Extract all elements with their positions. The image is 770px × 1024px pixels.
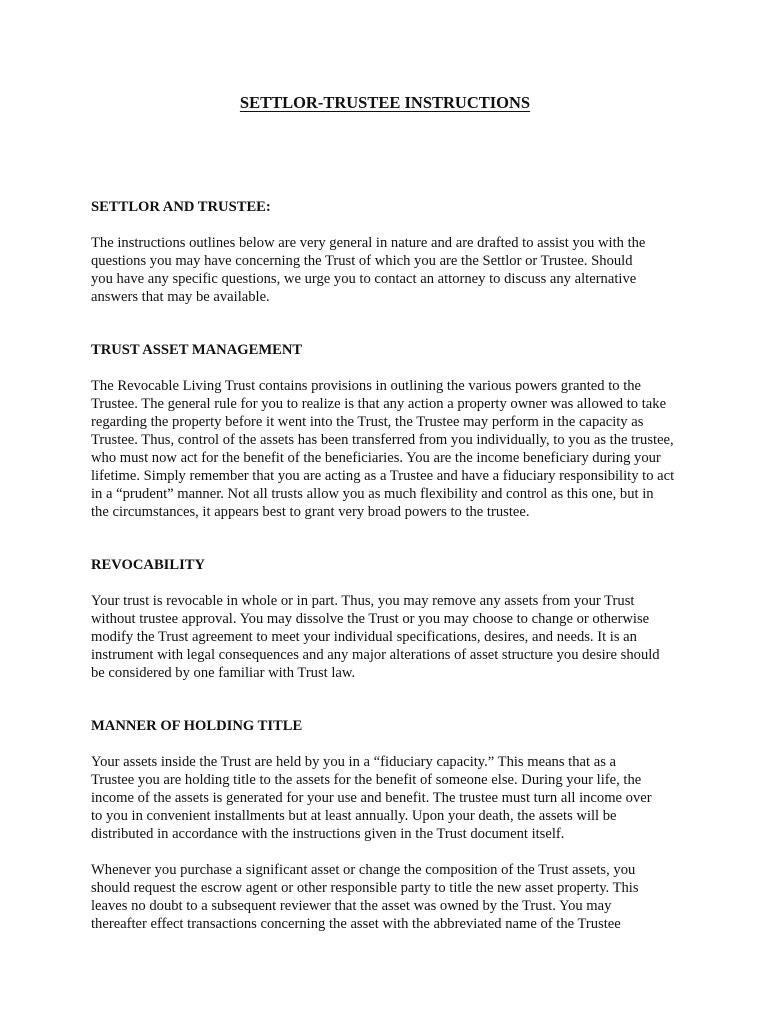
- text-line: distributed in accordance with the instructions given in the Trust document itself.: [91, 826, 565, 842]
- paragraph-trust-asset-management: [91, 377, 691, 521]
- text-line: the circumstances, it appears best to grant very broad powers to the trustee.: [91, 504, 530, 520]
- text-line: you have any specific questions, we urge you to contact an attorney to discuss any alternative: [91, 271, 637, 287]
- section-heading-manner-of-holding-title: MANNER OF HOLDING TITLE: [91, 718, 303, 734]
- text-line: to you in convenient installments but at least annually. Upon your death, the assets will be: [91, 808, 617, 824]
- text-line: Whenever you purchase a significant asset or change the composition of the Trust assets, you: [91, 862, 636, 878]
- document-body: [91, 198, 691, 968]
- text-line: income of the assets is generated for your use and benefit. The trustee must turn all income over: [91, 790, 652, 806]
- paragraph-settlor-and-trustee: [91, 234, 691, 306]
- text-line: Trustee. Thus, control of the assets has been transferred from you individually, to you as the trustee,: [91, 432, 674, 448]
- text-line: leaves no doubt to a subsequent reviewer that the asset was owned by the Trust. You may: [91, 898, 612, 914]
- text-line: Trustee you are holding title to the assets for the benefit of someone else. During your life, the: [91, 772, 642, 788]
- text-line: Trustee. The general rule for you to realize is that any action a property owner was allowed to take: [91, 396, 667, 412]
- section-heading-settlor-and-trustee: SETTLOR AND TRUSTEE:: [91, 199, 271, 215]
- text-line: Your trust is revocable in whole or in part. Thus, you may remove any assets from your Trust: [91, 593, 635, 609]
- text-line: in a “prudent” manner. Not all trusts allow you as much flexibility and control as this one, but in: [91, 486, 654, 502]
- paragraph-manner-of-holding-title-1: [91, 753, 691, 843]
- text-line: who must now act for the benefit of the beneficiaries. You are the income beneficiary during your: [91, 450, 661, 466]
- text-line: questions you may have concerning the Trust of which you are the Settlor or Trustee. Should: [91, 253, 633, 269]
- text-line: The Revocable Living Trust contains provisions in outlining the various powers granted to the: [91, 378, 642, 394]
- text-line: modify the Trust agreement to meet your individual specifications, desires, and needs. It is an: [91, 629, 637, 645]
- text-line: lifetime. Simply remember that you are acting as a Trustee and have a fiduciary responsibility to act: [91, 468, 675, 484]
- text-line: thereafter effect transactions concerning the asset with the abbreviated name of the Trustee: [91, 916, 621, 932]
- text-line: without trustee approval. You may dissolve the Trust or you may choose to change or otherwise: [91, 611, 650, 627]
- text-line: answers that may be available.: [91, 289, 270, 305]
- section-heading-trust-asset-management: TRUST ASSET MANAGEMENT: [91, 342, 303, 358]
- paragraph-manner-of-holding-title-2: [91, 861, 691, 933]
- text-line: Your assets inside the Trust are held by you in a “fiduciary capacity.” This means that as a: [91, 754, 616, 770]
- paragraph-revocability: [91, 592, 691, 682]
- text-line: The instructions outlines below are very general in nature and are drafted to assist you with the: [91, 235, 646, 251]
- text-line: be considered by one familiar with Trust law.: [91, 665, 356, 681]
- document-title: SETTLOR-TRUSTEE INSTRUCTIONS: [239, 93, 531, 112]
- text-line: regarding the property before it went into the Trust, the Trustee may perform in the capacity as: [91, 414, 644, 430]
- section-heading-revocability: REVOCABILITY: [91, 557, 206, 573]
- text-line: instrument with legal consequences and any major alterations of asset structure you desire should: [91, 647, 660, 663]
- text-line: should request the escrow agent or other responsible party to title the new asset property. This: [91, 880, 639, 896]
